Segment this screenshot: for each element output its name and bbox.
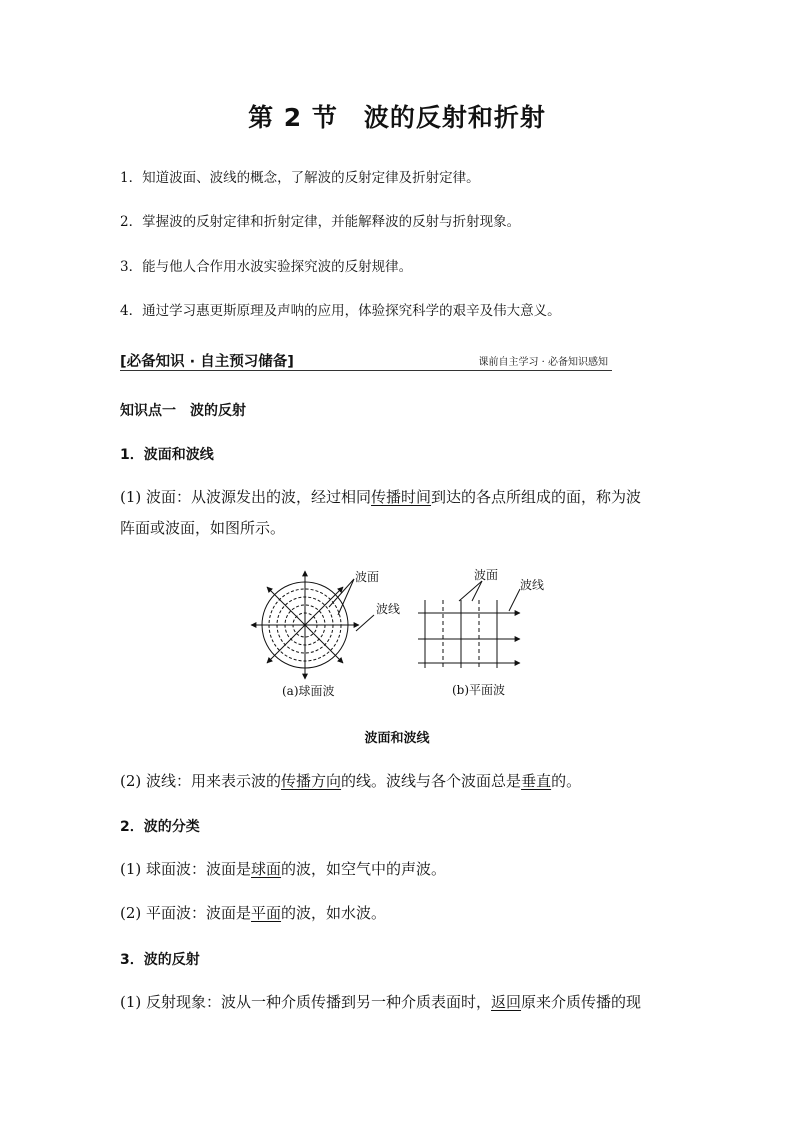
subheading-classification: 2．波的分类	[120, 819, 200, 835]
blank-answer: 平面	[251, 904, 282, 922]
banner-right-label: 课前自主学习 · 必备知识感知	[478, 357, 608, 368]
objective-4: 4．通过学习惠更斯原理及声呐的应用，体验探究科学的艰辛及伟大意义。	[120, 303, 561, 319]
plane-wave-diagram	[418, 581, 520, 668]
figure-caption: 波面和波线	[364, 731, 430, 746]
paragraph-wavefront: (1) 波面：从波源发出的波，经过相同传播时间到达的各点所组成的面，称为波	[120, 488, 642, 506]
section-banner	[120, 350, 612, 371]
objective-2: 2．掌握波的反射定律和折射定律，并能解释波的反射与折射现象。	[120, 214, 521, 230]
banner-left-label: [必备知识 · 自主预习储备]	[120, 354, 294, 370]
blank-answer: 传播方向	[281, 772, 342, 790]
page-title: 第 2 节 波的反射和折射	[248, 103, 546, 132]
sphere-wavefront-label: 波面	[355, 570, 380, 584]
paragraph-plane: (2) 平面波：波面是平面的波，如水波。	[120, 904, 387, 922]
paragraph-spherical: (1) 球面波：波面是球面的波，如空气中的声波。	[120, 860, 447, 878]
blank-answer: 垂直	[521, 772, 552, 790]
paragraph-wavefront-cont: 阵面或波面，如图所示。	[120, 519, 286, 537]
plane-wavefront-label: 波面	[474, 568, 499, 582]
blank-answer: 传播时间	[371, 488, 432, 506]
section-heading: 知识点一 波的反射	[120, 403, 246, 419]
objective-1: 1．知道波面、波线的概念，了解波的反射定律及折射定律。	[120, 170, 480, 186]
wave-figure	[250, 565, 545, 705]
plane-waveline-label: 波线	[520, 578, 545, 592]
spherical-wave-diagram	[251, 571, 374, 679]
blank-answer: 球面	[251, 860, 282, 878]
subheading-reflection: 3．波的反射	[120, 952, 200, 968]
paragraph-waveline: (2) 波线：用来表示波的传播方向的线。波线与各个波面总是垂直的。	[120, 772, 582, 790]
objective-3: 3．能与他人合作用水波实验探究波的反射规律。	[120, 259, 413, 275]
sphere-waveline-label: 波线	[376, 602, 401, 616]
plane-caption: (b)平面波	[452, 683, 506, 697]
paragraph-reflection: (1) 反射现象：波从一种介质传播到另一种介质表面时，返回原来介质传播的现	[120, 993, 642, 1011]
sphere-caption: (a)球面波	[282, 684, 335, 698]
blank-answer: 返回	[491, 993, 522, 1011]
subheading-wavefront: 1．波面和波线	[120, 447, 214, 463]
